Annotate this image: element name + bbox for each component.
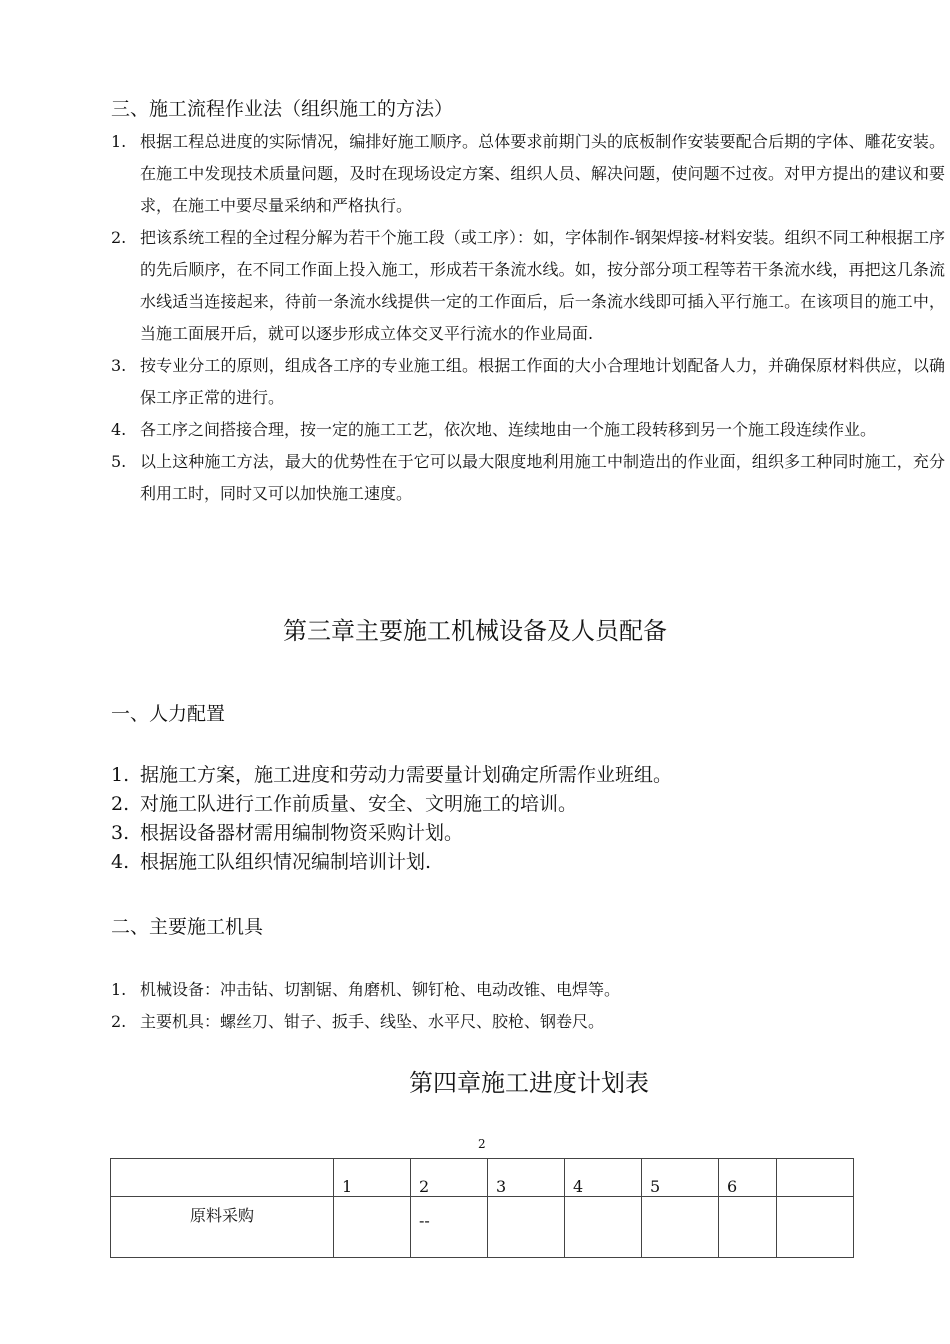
table-header-row: [111, 1159, 854, 1197]
table-cell: [565, 1197, 642, 1258]
list-number: 2.: [111, 1012, 127, 1031]
list-text: 根据工程总进度的实际情况，编排好施工顺序。总体要求前期门头的底板制作安装要配合后期的字体、雕花安装。在施工中发现技术质量问题，及时在现场设定方案、组织人员、解决问题，使问题不过夜。对甲方提出的建议和要求，在施工中要尽量采纳和严格执行。: [140, 132, 945, 215]
list-item: [111, 848, 672, 877]
section-heading-process: 三、施工流程作业法（组织施工的方法）: [111, 98, 454, 120]
table-header-cell: [777, 1159, 854, 1197]
list-number: 1.: [111, 980, 127, 999]
list-number: 2.: [111, 793, 130, 815]
list-text: 对施工队进行工作前质量、安全、文明施工的培训。: [140, 793, 578, 815]
list-item: [111, 414, 945, 446]
list-text: 按专业分工的原则，组成各工序的专业施工组。根据工作面的大小合理地计划配备人力，并确保原材料供应，以确保工序正常的进行。: [140, 356, 945, 407]
list-item: [111, 446, 945, 510]
manpower-list: [111, 761, 672, 877]
list-item: [111, 790, 672, 819]
list-text: 主要机具：螺丝刀、钳子、扳手、线坠、水平尺、胶枪、钢卷尺。: [140, 1012, 605, 1031]
list-item: [111, 819, 672, 848]
list-text: 以上这种施工方法，最大的优势性在于它可以最大限度地利用施工中制造出的作业面，组织多工种同时施工，充分利用工时，同时又可以加快施工速度。: [140, 452, 945, 503]
list-text: 据施工方案，施工进度和劳动力需要量计划确定所需作业班组。: [140, 764, 673, 786]
page-number: 2: [478, 1137, 486, 1151]
list-item: [111, 974, 620, 1006]
table-cell-task: 原料采购: [111, 1197, 334, 1258]
table-cell: --: [411, 1197, 488, 1258]
table-cell: [777, 1197, 854, 1258]
list-item: [111, 1006, 620, 1038]
list-item: [111, 126, 945, 222]
table-cell: [334, 1197, 411, 1258]
list-number: 5.: [111, 452, 127, 471]
schedule-table: [110, 1158, 854, 1258]
list-item: [111, 222, 945, 350]
table-header-cell: 6: [719, 1159, 777, 1197]
list-number: 1.: [111, 764, 130, 786]
list-text: 把该系统工程的全过程分解为若干个施工段（或工序）：如，字体制作-钢架焊接-材料安装。组织不同工种根据工序的先后顺序，在不同工作面上投入施工，形成若干条流水线。如，按分部分项工程等若干条流水线，再把这几条流水线适当连接起来，待前一条流水线提供一定的工作面后，后一条流水线即可插入平行施工。在该项目的施工中，当施工面展开后，就可以逐步形成立体交叉平行流水的作业局面.: [140, 228, 945, 343]
list-number: 3.: [111, 356, 127, 375]
chapter-title-schedule: 第四章施工进度计划表: [409, 1069, 649, 1097]
list-text: 根据施工队组织情况编制培训计划.: [140, 851, 432, 873]
table-row: [111, 1197, 854, 1258]
table-header-cell: 2: [411, 1159, 488, 1197]
list-text: 根据设备器材需用编制物资采购计划。: [140, 822, 464, 844]
list-item: [111, 350, 945, 414]
table-header-cell: 3: [488, 1159, 565, 1197]
list-number: 4.: [111, 851, 130, 873]
list-number: 2.: [111, 228, 127, 247]
section-heading-manpower: 一、人力配置: [111, 703, 226, 725]
process-list: [111, 126, 945, 510]
list-number: 1.: [111, 132, 127, 151]
table-cell: [719, 1197, 777, 1258]
table-header-cell: 1: [334, 1159, 411, 1197]
list-number: 4.: [111, 420, 127, 439]
table-header-cell: [111, 1159, 334, 1197]
list-text: 各工序之间搭接合理，按一定的施工工艺，依次地、连续地由一个施工段转移到另一个施工段连续作业。: [140, 420, 877, 439]
list-number: 3.: [111, 822, 130, 844]
list-text: 机械设备：冲击钻、切割锯、角磨机、铆钉枪、电动改锥、电焊等。: [140, 980, 621, 999]
table-header-cell: 4: [565, 1159, 642, 1197]
chapter-title-equipment: 第三章主要施工机械设备及人员配备: [283, 617, 667, 645]
table-header-cell: 5: [642, 1159, 719, 1197]
machinery-list: [111, 974, 620, 1038]
table-cell: [488, 1197, 565, 1258]
list-item: [111, 761, 672, 790]
section-heading-machinery: 二、主要施工机具: [111, 916, 264, 938]
table-cell: [642, 1197, 719, 1258]
